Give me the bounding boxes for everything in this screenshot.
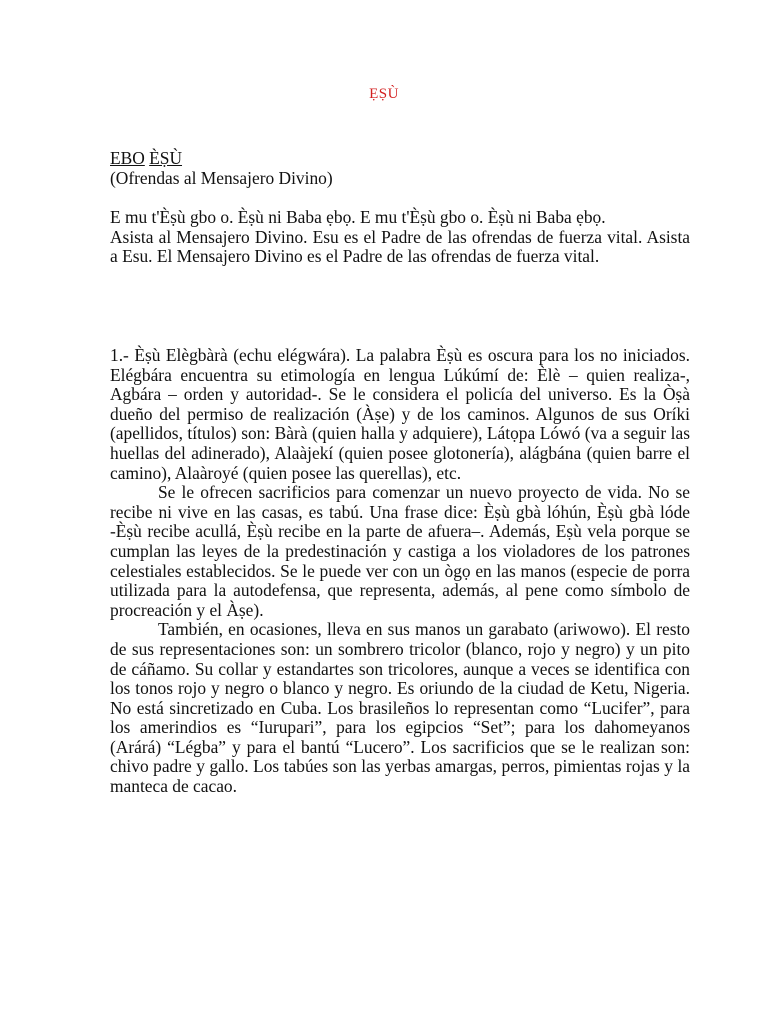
paragraph: También, en ocasiones, lleva en sus manos un garabato (ariwowo). El resto de sus representaciones son: un sombrero tricolor (blanco, rojo y negro) y un pito de cáñamo. Su collar y estandartes son tricolores, aunque a veces se identifica con los tonos rojo y negro o blanco y negro. Es oriundo de la ciudad de Ketu, Nigeria. No está sincretizado en Cuba. Los brasileños lo representan como “Lucifer”, para los amerindios es “Iurupari”, para los egipcios “Set”; para los dahomeyanos (Arárá) “Légba” y para el bantú “Lucero”. Los sacrificios que se le realizan son: chivo padre y gallo. Los tabúes son las yerbas amargas, perros, pimientas rojas y la manteca de cacao.: [110, 619, 690, 797]
heading-esu: ÈṢÙ: [149, 148, 183, 168]
paragraph: 1.- Èṣù Elègbàrà (echu elégwára). La palabra Èṣù es oscura para los no iniciados. Elégbára encuentra su etimología en lengua Lúkúmí de: Èlè – quien realiza-, Agbára – orden y autoridad-. Se le considera el policía del universo. Es la Òṣà dueño del permiso de realización (Àṣe) y de los caminos. Algunos de sus Oríki (apellidos, títulos) son: Bàrà (quien halla y adquiere), Látọpa Lówó (va a seguir las huellas del adinerado), Alaàjekí (quien posee glotonería), alágbána (quien barre el camino), Alaàroyé (quien posee las querellas), etc.: [110, 345, 690, 483]
heading-line: [110, 149, 690, 169]
invocation-block: [110, 208, 690, 267]
document-title: ẸṢÙ: [369, 86, 399, 102]
body-text: [110, 346, 690, 797]
paragraph: Se le ofrecen sacrificios para comenzar un nuevo proyecto de vida. No se recibe ni vive en las casas, es tabú. Una frase dice: Èṣù gbà lóhún, Èṣù gbà lóde -Èṣù recibe acullá, Èṣù recibe en la parte de afuera–. Además, Eṣù vela porque se cumplan las leyes de la predestinación y castiga a los violadores de los patrones celestiales establecidos. Se le puede ver con un ògọ en las manos (especie de porra utilizada para la autodefensa, que representa, además, al pene como símbolo de procreación y el Àṣe).: [110, 482, 690, 620]
yoruba-invocation: E mu t'Èṣù gbo o. Èṣù ni Baba ẹbọ. E mu t'Èṣù gbo o. Èṣù ni Baba ẹbọ.: [110, 207, 606, 227]
spanish-translation: Asista al Mensajero Divino. Esu es el Padre de las ofrendas de fuerza vital. Asista a Esu. El Mensajero Divino es el Padre de las ofrendas de fuerza vital.: [110, 226, 690, 267]
section-heading: [110, 149, 690, 188]
heading-subtitle: (Ofrendas al Mensajero Divino): [110, 167, 333, 188]
heading-ebo: EBO: [110, 148, 145, 168]
